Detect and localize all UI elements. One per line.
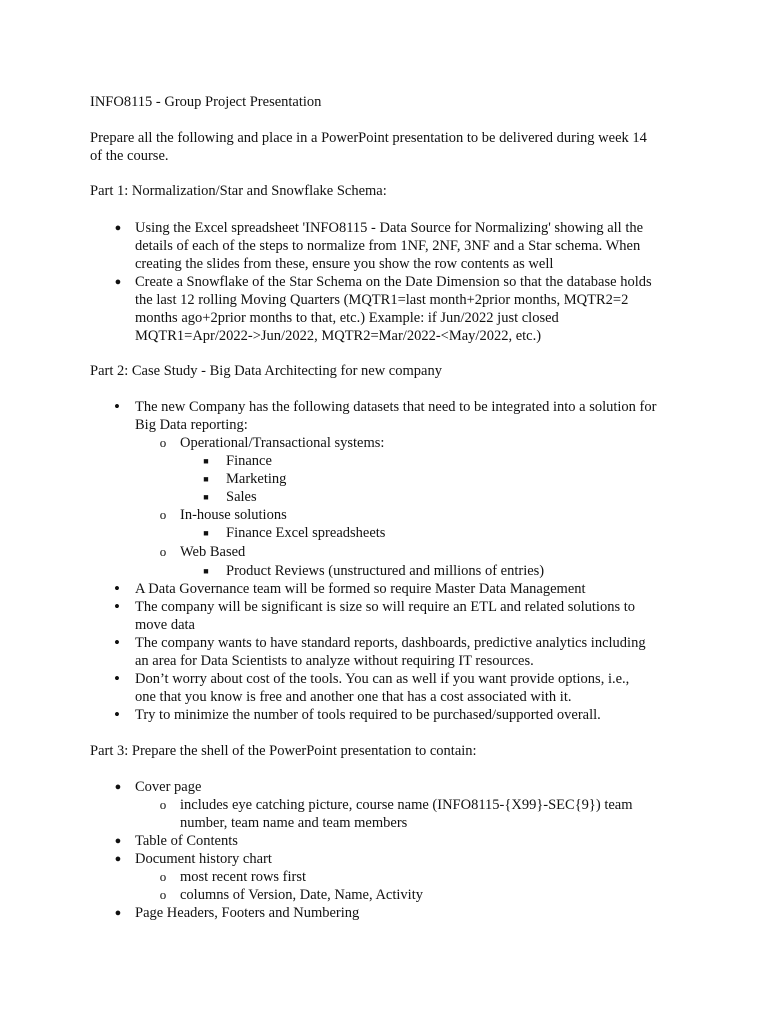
bullet-disc-icon: • [114, 579, 120, 598]
part2-sub1-item-a: Finance [226, 453, 272, 469]
part2-sub3: Web Based [180, 544, 246, 560]
bullet-square-icon: ■ [203, 566, 209, 576]
part1-bullet2-line1: Create a Snowflake of the Star Schema on the Date Dimension so that the database holds [135, 274, 652, 290]
part1-bullet2-line3: months ago+2prior months to that, etc.) Example: if Jun/2022 just closed [135, 310, 559, 326]
bullet-disc-icon: • [114, 705, 120, 724]
bullet-square-icon: ■ [203, 492, 209, 502]
bullet-circle-icon: o [159, 507, 167, 522]
document-title: INFO8115 - Group Project Presentation [90, 94, 322, 110]
bullet-disc-icon: ● [114, 835, 122, 847]
part2-bullet1-line2: Big Data reporting: [135, 417, 248, 433]
part2-heading: Part 2: Case Study - Big Data Architecting for new company [90, 363, 442, 379]
part2-sub2: In-house solutions [180, 507, 287, 523]
intro-line-1: Prepare all the following and place in a PowerPoint presentation to be delivered during week 14 [90, 130, 647, 146]
part1-bullet1-line3: creating the slides from these, ensure you show the row contents as well [135, 256, 554, 272]
part2-bullet5-line1: Don’t worry about cost of the tools. You can as well if you want provide options, i.e., [135, 671, 630, 687]
bullet-disc-icon: • [114, 669, 120, 688]
bullet-disc-icon: ● [114, 853, 122, 865]
part2-bullet3-line2: move data [135, 617, 195, 633]
intro-line-2: of the course. [90, 148, 169, 164]
part1-bullet1-line1: Using the Excel spreadsheet 'INFO8115 - Data Source for Normalizing' showing all the [135, 220, 644, 236]
bullet-disc-icon: ● [114, 781, 122, 793]
part3-bullet1-sub1-line1: includes eye catching picture, course name (INFO8115-{X99}-SEC{9}) team [180, 797, 633, 813]
part3-bullet3: Document history chart [135, 851, 272, 867]
part3-bullet3-sub1: most recent rows first [180, 869, 307, 885]
part2-bullet3-line1: The company will be significant is size so will require an ETL and related solutions to [135, 599, 635, 615]
part2-sub1: Operational/Transactional systems: [180, 435, 385, 451]
part3-bullet2: Table of Contents [135, 833, 238, 849]
part2-sub2-item-a: Finance Excel spreadsheets [226, 525, 386, 541]
bullet-disc-icon: • [114, 633, 120, 652]
bullet-disc-icon: ● [114, 222, 122, 234]
bullet-circle-icon: o [159, 435, 167, 450]
bullet-square-icon: ■ [203, 456, 209, 466]
part2-bullet4-line1: The company wants to have standard reports, dashboards, predictive analytics including [135, 635, 646, 651]
part3-heading: Part 3: Prepare the shell of the PowerPoint presentation to contain: [90, 743, 477, 759]
bullet-disc-icon: ● [114, 276, 122, 288]
bullet-circle-icon: o [159, 797, 167, 812]
part1-bullet1-line2: details of each of the steps to normalize from 1NF, 2NF, 3NF and a Star schema. When [135, 238, 641, 254]
part2-bullet5-line2: one that you know is free and another one that has a cost associated with it. [135, 689, 572, 705]
part2-sub3-item-a: Product Reviews (unstructured and millions of entries) [226, 563, 545, 579]
part2-bullet6: Try to minimize the number of tools required to be purchased/supported overall. [135, 707, 601, 723]
part1-bullet2-line4: MQTR1=Apr/2022->Jun/2022, MQTR2=Mar/2022-<May/2022, etc.) [135, 328, 542, 344]
bullet-disc-icon: • [114, 597, 120, 616]
bullet-disc-icon: • [114, 397, 120, 416]
bullet-square-icon: ■ [203, 474, 209, 484]
part3-bullet4: Page Headers, Footers and Numbering [135, 905, 360, 921]
bullet-circle-icon: o [159, 544, 167, 559]
bullet-square-icon: ■ [203, 528, 209, 538]
part2-sub1-item-b: Marketing [226, 471, 287, 487]
part3-bullet1: Cover page [135, 779, 202, 795]
part2-bullet2: A Data Governance team will be formed so require Master Data Management [135, 581, 586, 597]
part3-bullet1-sub1-line2: number, team name and team members [180, 815, 408, 831]
part3-bullet3-sub2: columns of Version, Date, Name, Activity [180, 887, 423, 903]
part1-bullet2-line2: the last 12 rolling Moving Quarters (MQTR1=last month+2prior months, MQTR2=2 [135, 292, 629, 308]
bullet-circle-icon: o [159, 869, 167, 884]
part2-sub1-item-c: Sales [226, 489, 257, 505]
bullet-circle-icon: o [159, 887, 167, 902]
bullet-disc-icon: ● [114, 907, 122, 919]
part2-bullet1-line1: The new Company has the following datasets that need to be integrated into a solution for [135, 399, 657, 415]
part1-heading: Part 1: Normalization/Star and Snowflake Schema: [90, 183, 387, 199]
part2-bullet4-line2: an area for Data Scientists to analyze without requiring IT resources. [135, 653, 534, 669]
